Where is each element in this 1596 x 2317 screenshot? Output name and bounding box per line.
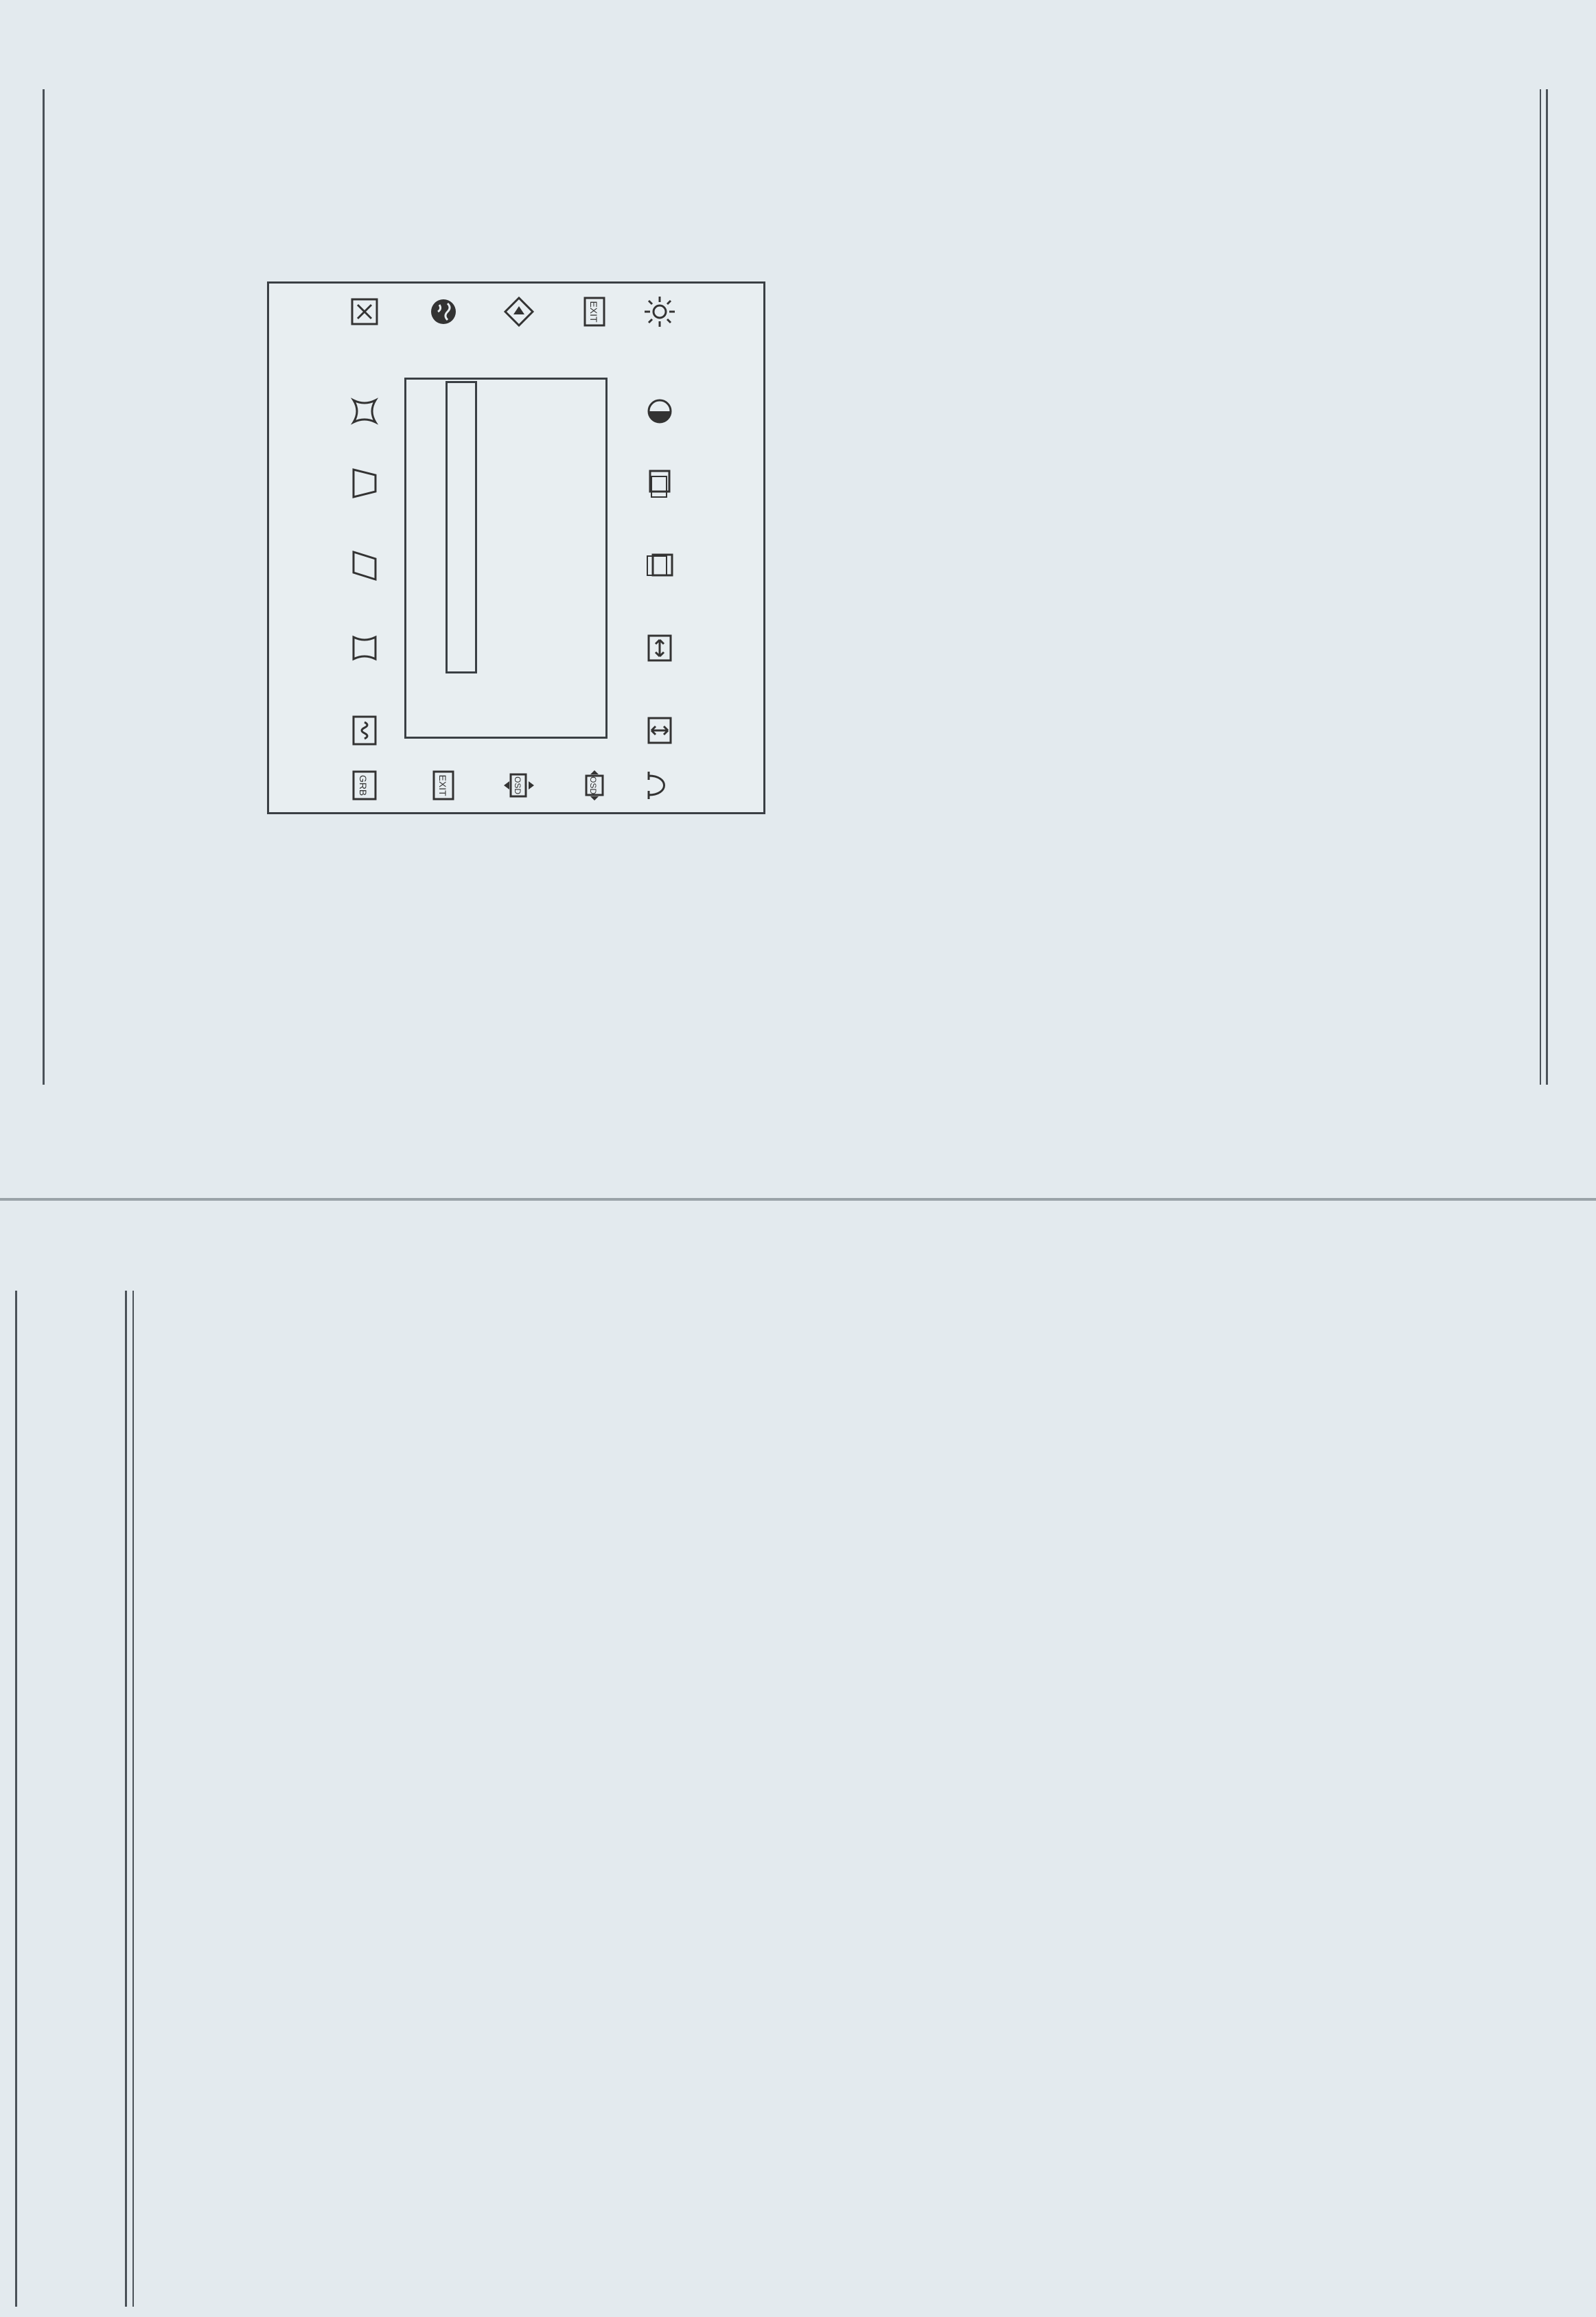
osd-status-box: [404, 378, 608, 739]
language-icon: [427, 295, 460, 328]
svg-text:EXIT: EXIT: [588, 301, 599, 323]
svg-text:OSD: OSD: [588, 776, 598, 795]
svg-text:OSD: OSD: [513, 776, 522, 795]
bow-icon: [348, 632, 381, 665]
exit-icon-right: [427, 769, 460, 802]
rotation-icon: [348, 295, 381, 328]
level-bar: [446, 381, 477, 673]
right-top-rule: [125, 1291, 127, 2307]
right-bottom-rule: [15, 1291, 17, 2307]
recall-icon: [502, 295, 535, 328]
right-top-rule-thin: [132, 1291, 134, 2307]
color-temp-icon: [348, 769, 381, 802]
bottom-rule: [43, 89, 45, 1085]
osd-hpos-icon: [578, 769, 611, 802]
h-size-icon: [643, 632, 676, 665]
moire-icon: [348, 714, 381, 747]
v-size-icon: [643, 714, 676, 747]
pincushion-icon: [348, 395, 381, 428]
page-fold: [0, 1198, 1596, 1201]
contrast-icon: [643, 395, 676, 428]
degauss-icon: [643, 769, 676, 802]
svg-text:EXIT: EXIT: [437, 774, 448, 796]
v-position-icon: [643, 549, 676, 582]
h-position-icon: [643, 467, 676, 500]
osd-vpos-icon: [502, 769, 535, 802]
top-rule-thin: [1540, 89, 1541, 1085]
sun-icon: [643, 295, 676, 328]
exit-icon: [578, 295, 611, 328]
svg-text:GRB: GRB: [358, 774, 369, 796]
top-rule: [1546, 89, 1548, 1085]
parallelogram-icon: [348, 549, 381, 582]
trapezoid-icon: [348, 467, 381, 500]
